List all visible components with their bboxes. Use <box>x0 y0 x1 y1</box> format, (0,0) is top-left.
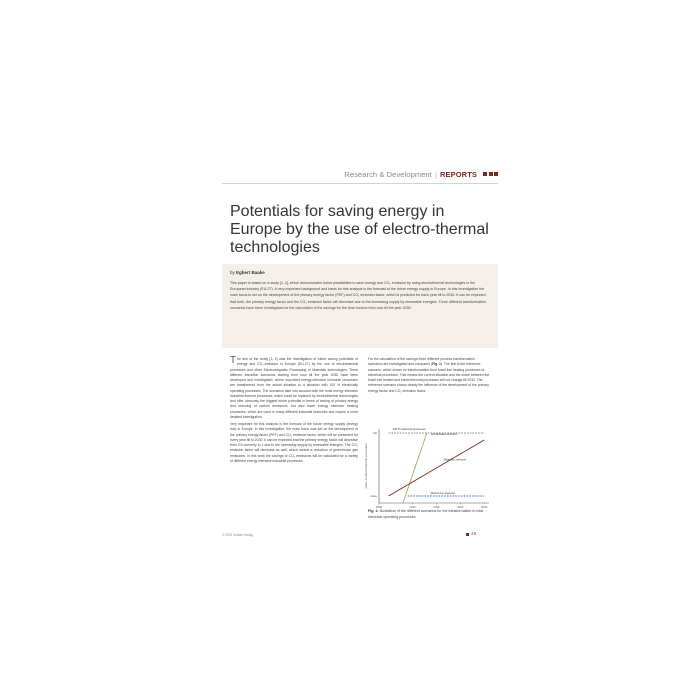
author-name: Egbert Baake <box>236 270 265 275</box>
drop-cap: T <box>230 355 237 366</box>
scenario-chart <box>357 423 497 520</box>
paragraph <box>230 357 358 420</box>
header-separator: | <box>434 169 438 179</box>
series-label: 100 % electrical processes <box>392 427 426 431</box>
x-tick-label: 2030 <box>481 505 488 509</box>
page-number-text: 49 <box>471 532 477 537</box>
paragraph-text: he aim of the study [1, 2] was the investigation of future saving potentials of energy and CO₂-emission in Europe (EU-27) by the use of electrothermal processes and other Electromagnetic Processing of Materials technologies. Three different transition scenarios starting from now till the year 2030 have been developed and investigated, where important energy-intensive industrial processes are transformed from the actual situation to a situation with 100 % electrically operating processes. The scenarios take into account both the most energy intensive industrial thermal processes, which could be replaced by electrothermal technologies and offer obviously the biggest future potential in terms of saving of primary energy and reducing of carbon emissions, but also lower energy intensive heating processes, which are used in many different industrial branches and require a more detailed investigation. <box>230 357 358 419</box>
squares-icon <box>483 172 498 176</box>
left-column <box>230 357 358 466</box>
series-label: Realistic scenario <box>443 457 466 462</box>
x-tick-label: 2025 <box>457 505 464 509</box>
article-title: Potentials for saving energy in Europe by the use of electro-thermal technologies <box>230 203 489 256</box>
caption-text: Illustration of the different scenarios for the transformation to total electrical operating processes <box>368 509 484 519</box>
header-divider <box>222 183 498 184</box>
category-label: REPORTS <box>440 169 477 179</box>
figure-reference: Fig. 1 <box>432 362 441 367</box>
abstract-box <box>222 264 498 348</box>
y-tick-label: share <box>370 495 377 498</box>
page-number <box>466 532 476 537</box>
figure-caption <box>368 509 492 520</box>
series-label: Accelerated scenario <box>430 432 457 436</box>
y-axis-label: share of electrothermal processes <box>364 443 368 489</box>
byline <box>230 270 265 275</box>
series-line-2 <box>389 440 485 496</box>
paragraph <box>368 357 490 394</box>
section-label: Research & Development <box>344 169 432 179</box>
x-tick-label: 2015 <box>409 505 416 509</box>
paragraph-text: ). The first is the reference scenario, which shows no transformation from fossil fuel heating processes to electrical processes. That means the current situation and the share between the fossil fuel heated and electrothermal processes will not change till 2030. The reference scenario shows clearly the influence of the development of the primary energy factor and CO₂ emission factor. <box>368 362 490 393</box>
series-line-1 <box>403 433 427 503</box>
paragraph-text: Very important for this analysis is the forecast of the future energy supply (energy mix) in Europe. In this investigation, the main focus was set on the development of the primary energy factor (PEF) and CO₂ emission factor, which will be presented for every year till to 2030. It can be expected that the primary energy factor will decrease from 2.5 currently to 1 due to the increasing supply by renewable energies. The CO₂ emission factor will decrease as well, which means a reduction of greenhouse gas emissions. In this work the savings of CO₂ emissions will be calculated for a variety of different energy intensive industrial processes. <box>230 422 358 463</box>
paragraph-text: For the calculation of the savings three different process transformation scenarios are investigated and compared ( <box>368 357 475 367</box>
square-icon <box>466 533 469 536</box>
right-column <box>368 357 490 396</box>
x-tick-label: 2008 <box>375 505 383 509</box>
y-tick-label: 100 <box>372 432 377 435</box>
footer-copyright: © 2013 Vulkan-Verlag <box>222 533 253 537</box>
x-tick-label: 2020 <box>433 505 440 509</box>
series-label: Reference scenario <box>430 491 455 495</box>
paragraph <box>230 422 358 464</box>
caption-label: Fig. 1: <box>368 509 379 513</box>
section-header <box>222 167 498 181</box>
abstract-text: This paper is based on a study [1, 2], which demonstrates future possibilities to save energy and CO₂ emission by using electrothermal technologies in the European industry (EU-27). A very important background and basis for this analysis is the forecast of the future energy supply in Europe. In this investigation the main focus is set on the development of the primary energy factor (PEF) and CO₂ emission factor, which is predicted for each year till to 2030. It can be expected that both, the primary energy factor and the CO₂ emission factor will decrease due to the increasing supply by renewable energies. Three different transformation scenarios have been investigated for the calculation of the savings for the time horizon from now till the year 2030. <box>230 281 486 310</box>
byline-prefix: by <box>230 270 235 275</box>
